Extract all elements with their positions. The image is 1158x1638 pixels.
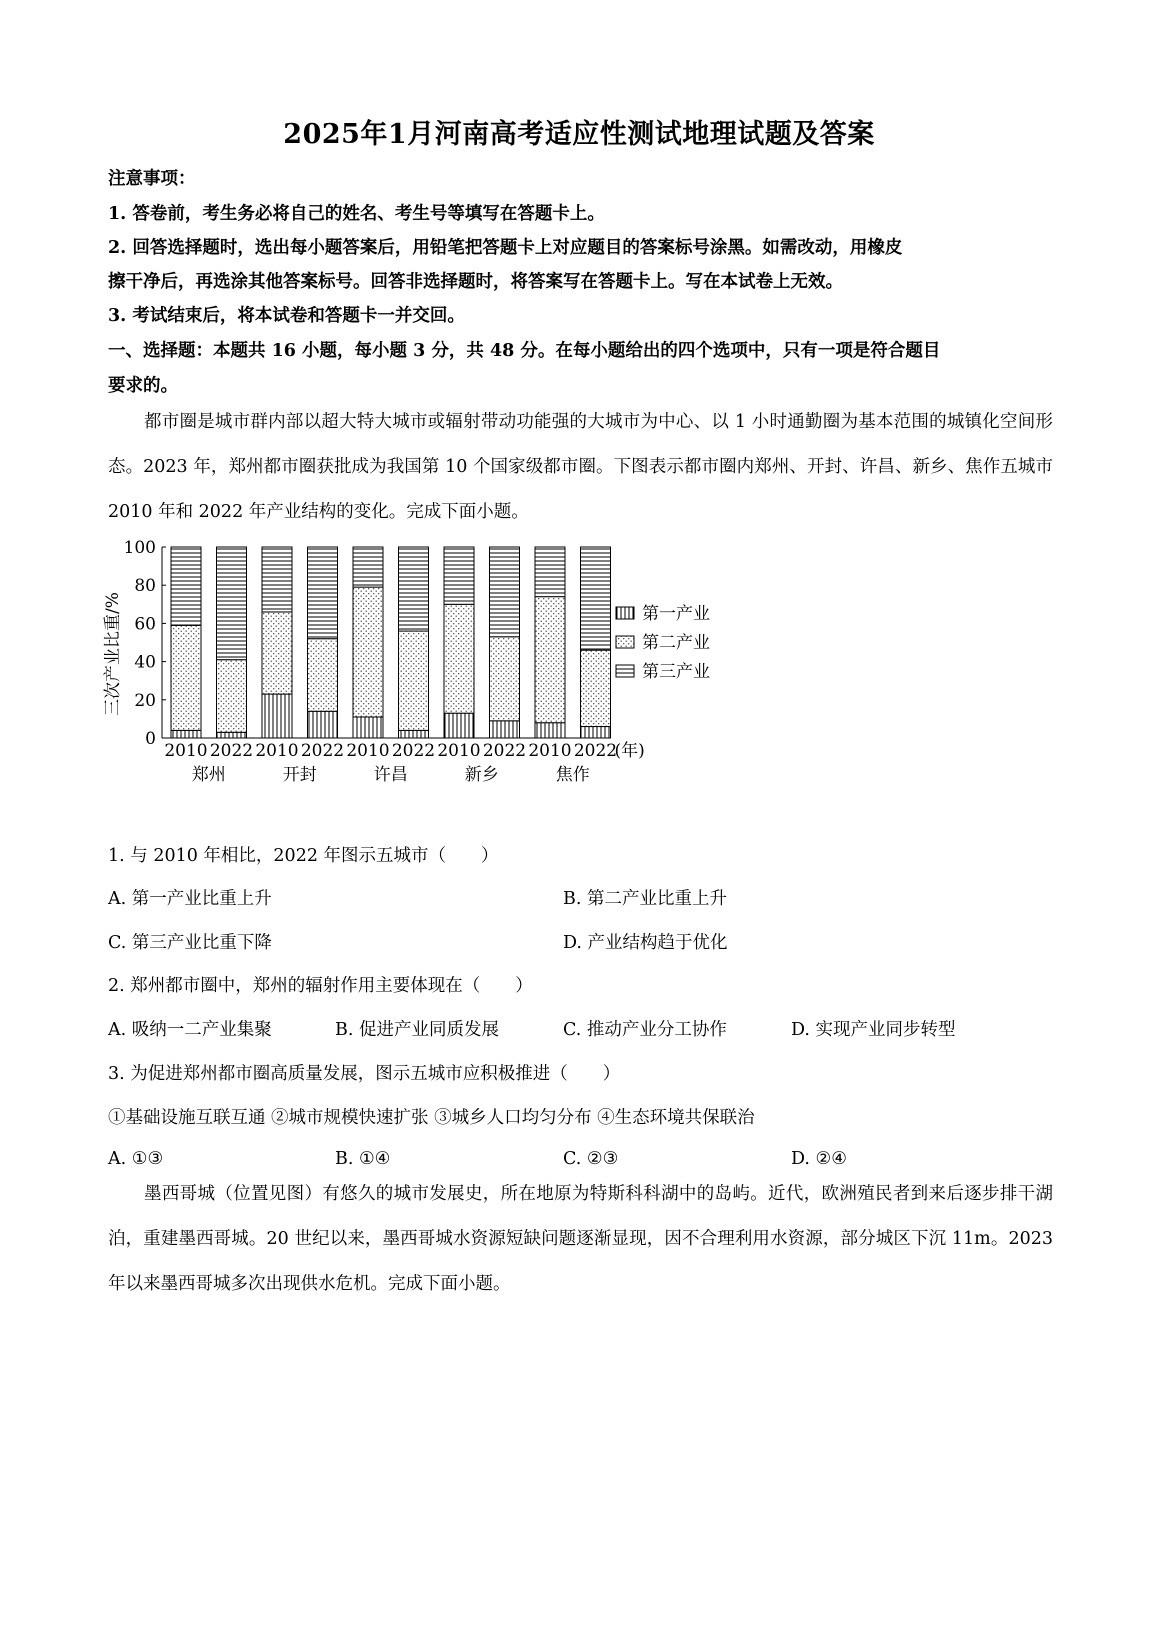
q3-option-d: D. ②④ (791, 1149, 847, 1169)
x-tick-label: 2010 (255, 741, 299, 761)
city-group-label: 焦作 (555, 765, 590, 785)
y-axis-label: 三次产业比重/% (103, 592, 123, 716)
bar-segment (217, 732, 247, 738)
bar-segment (171, 625, 201, 730)
legend-swatch (616, 665, 634, 677)
y-tick-label: 0 (145, 729, 156, 749)
bar-segment (581, 547, 611, 650)
x-tick-label: 2010 (346, 741, 390, 761)
y-tick-label: 80 (134, 576, 156, 597)
x-tick-label: 2022 (209, 741, 254, 761)
bar-segment (353, 587, 383, 717)
bar-segment (262, 612, 292, 694)
question-1-stem: 1. 与 2010 年相比，2022 年图示五城市（ ） (108, 846, 499, 866)
bar-segment (308, 711, 338, 738)
bar-segment (490, 637, 520, 721)
notice-item: 1. 答卷前，考生务必将自己的姓名、考生号等填写在答题卡上。 (108, 204, 605, 224)
bar-segment (353, 547, 383, 587)
x-tick-label: 2022 (391, 741, 436, 761)
bar-segment (535, 597, 565, 723)
bar-segment (262, 694, 292, 738)
q3-option-a: A. ①③ (108, 1149, 164, 1169)
city-group-label: 许昌 (373, 765, 408, 785)
city-group-label: 新乡 (464, 765, 499, 785)
q1-option-a: A. 第一产业比重上升 (108, 889, 272, 909)
bar-segment (171, 730, 201, 738)
bar-segment (217, 547, 247, 660)
passage-2: 墨西哥城（位置见图）有悠久的城市发展史，所在地原为特斯科科湖中的岛屿。近代，欧洲殖民者到来后逐步排干湖泊，重建墨西哥城。20 世纪以来，墨西哥城水资源短缺问题逐渐显现，因不合理利用水资源，部分城区下沉 11m。2023 年以来墨西哥城多次出现供水危机。完成下面小题。 (108, 1184, 1053, 1294)
industry-structure-chart (100, 538, 740, 830)
q1-option-d: D. 产业结构趋于优化 (563, 933, 728, 953)
question-3-stem: 3. 为促进郑州都市圈高质量发展，图示五城市应积极推进（ ） (108, 1064, 621, 1084)
y-tick-label: 40 (134, 652, 156, 673)
city-group-label: 郑州 (191, 765, 226, 785)
y-tick-label: 100 (123, 538, 156, 558)
bar-segment (490, 721, 520, 738)
bar-segment (581, 727, 611, 738)
q3-option-c: C. ②③ (563, 1149, 619, 1169)
x-tick-label: 2010 (528, 741, 572, 761)
bar-segment (399, 547, 429, 631)
legend-swatch (616, 636, 634, 648)
city-group-label: 开封 (282, 765, 317, 785)
bar-segment (535, 547, 565, 597)
bar-segment (490, 547, 520, 637)
legend-label: 第一产业 (642, 604, 710, 624)
bar-segment (444, 547, 474, 604)
x-tick-label: 2022 (300, 741, 345, 761)
bar-segment (399, 730, 429, 738)
bar-segment (262, 547, 292, 612)
y-tick-label: 60 (134, 614, 156, 635)
q1-option-b: B. 第二产业比重上升 (563, 889, 727, 909)
question-2-stem: 2. 郑州都市圈中，郑州的辐射作用主要体现在（ ） (108, 976, 533, 996)
q2-option-a: A. 吸纳一二产业集聚 (108, 1020, 272, 1040)
legend-label: 第二产业 (642, 633, 710, 653)
bar-segment (308, 639, 338, 712)
notice-item: 3. 考试结束后，将本试卷和答题卡一并交回。 (108, 306, 465, 326)
passage-1: 都市圈是城市群内部以超大特大城市或辐射带动功能强的大城市为中心、以 1 小时通勤圈为基本范围的城镇化空间形态。2023 年，郑州都市圈获批成为我国第 10 个国家级都市圈。下图表示都市圈内郑州、开封、许昌、新乡、焦作五城市 2010 年和 2022 年产业结构的变化。完成下面小题。 (108, 412, 1053, 522)
q1-option-c: C. 第三产业比重下降 (108, 933, 272, 953)
bar-segment (535, 723, 565, 738)
legend-label: 第三产业 (642, 662, 710, 682)
bar-segment (444, 713, 474, 738)
q2-option-b: B. 促进产业同质发展 (335, 1020, 499, 1040)
bar-segment (171, 547, 201, 625)
x-tick-label: 2010 (437, 741, 481, 761)
notice-item: 擦干净后，再选涂其他答案标号。回答非选择题时，将答案写在答题卡上。写在本试卷上无效。 (108, 272, 843, 292)
q2-option-d: D. 实现产业同步转型 (791, 1020, 956, 1040)
bar-segment (308, 547, 338, 639)
y-tick-label: 20 (134, 690, 156, 711)
x-tick-label: 2010 (164, 741, 208, 761)
notice-item: 2. 回答选择题时，选出每小题答案后，用铅笔把答题卡上对应题目的答案标号涂黑。如需改动，用橡皮 (108, 238, 903, 258)
question-3-items: ①基础设施互联互通 ②城市规模快速扩张 ③城乡人口均匀分布 ④生态环境共保联治 (108, 1108, 755, 1128)
section-heading: 一、选择题：本题共 16 小题，每小题 3 分，共 48 分。在每小题给出的四个选项中，只有一项是符合题目 (108, 341, 941, 361)
page-title: 2025年1月河南高考适应性测试地理试题及答案 (283, 119, 875, 150)
q3-option-b: B. ①④ (335, 1149, 391, 1169)
legend-swatch (616, 607, 634, 619)
bar-segment (217, 660, 247, 733)
bar-segment (353, 717, 383, 738)
bar-segment (444, 604, 474, 713)
x-tick-label: 2022 (573, 741, 618, 761)
x-tick-label: 2022 (482, 741, 527, 761)
bar-segment (581, 650, 611, 726)
x-unit-label: (年) (614, 741, 645, 761)
bar-segment (399, 631, 429, 730)
q2-option-c: C. 推动产业分工协作 (563, 1020, 727, 1040)
notice-heading: 注意事项： (108, 169, 196, 189)
section-heading-cont: 要求的。 (108, 376, 178, 396)
